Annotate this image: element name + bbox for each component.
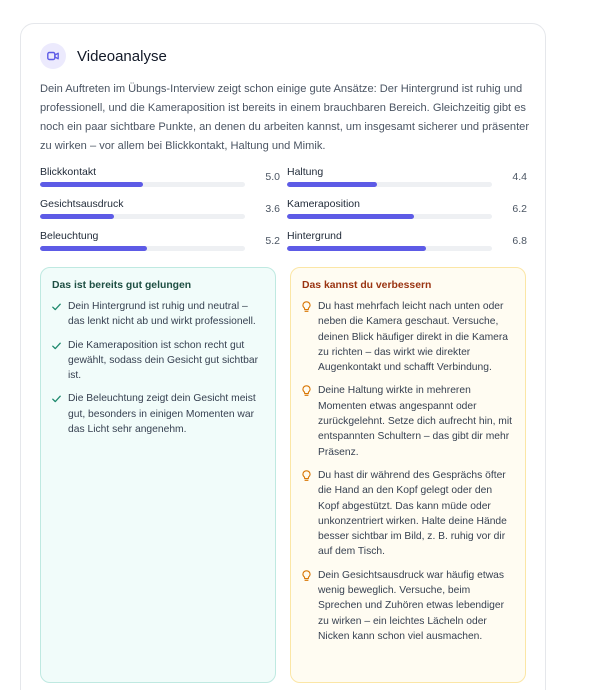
metric-bar-fill <box>40 182 143 187</box>
metric-label: Haltung <box>287 166 324 178</box>
list-item-text: Dein Hintergrund ist ruhig und neutral – das lenkt nicht ab und wirkt professionell. <box>68 301 256 328</box>
lightbulb-icon <box>302 468 318 560</box>
metric-bar-track <box>40 182 245 187</box>
list-item <box>302 299 514 375</box>
metric-bar-track <box>287 182 492 187</box>
strengths-title: Das ist bereits gut gelungen <box>52 280 192 291</box>
card-title: Videoanalyse <box>77 47 167 65</box>
list-item-text: Du hast dir während des Gesprächs öfter die Hand an den Kopf gelegt oder den Kopf abgestützt. Das kann müde oder unkonzentriert wirken. Halte deine Hände besser sichtbar im Bild, z. B. ruhig vor dir auf dem Tisch. <box>318 469 507 558</box>
metric-bar-fill <box>287 182 377 187</box>
metric-hintergrund <box>287 230 527 256</box>
metric-label: Hintergrund <box>287 230 342 242</box>
strengths-list <box>52 299 264 437</box>
metric-kameraposition <box>287 198 527 224</box>
metric-value: 6.2 <box>512 203 527 215</box>
metric-bar-fill <box>40 214 114 219</box>
metric-bar-track <box>287 214 492 219</box>
metric-bar-track <box>40 214 245 219</box>
metric-bar-track <box>40 246 245 251</box>
metric-label: Beleuchtung <box>40 230 99 242</box>
metric-value: 5.0 <box>265 171 280 183</box>
metric-bar-track <box>287 246 492 251</box>
list-item-text: Dein Gesichtsausdruck war häufig etwas wenig beweglich. Versuche, beim Sprechen und Zuhören etwas lebendiger zu wirken – ein leichtes Lächeln oder Nicken kann schon viel ausmachen. <box>318 569 505 642</box>
card-header <box>40 43 167 69</box>
list-item-text: Du hast mehrfach leicht nach unten oder neben die Kamera geschaut. Versuche, deinen Blick häufiger direkt in die Kamera zu richten – das wirkt wie direkter Augenkontakt und schafft Verbindung. <box>318 301 509 374</box>
list-item-text: Die Beleuchtung zeigt dein Gesicht meist gut, besonders in einigen Momenten war das Licht sehr angenehm. <box>68 393 256 436</box>
metric-label: Gesichtsausdruck <box>40 198 124 210</box>
metric-value: 5.2 <box>265 235 280 247</box>
metric-beleuchtung <box>40 230 280 256</box>
analysis-summary: Dein Auftreten im Übungs-Interview zeigt schon einige gute Ansätze: Der Hintergrund ist ruhig und professionell, und die Kameraposition ist bereits in einem brauchbaren Bereich. Gleichzeitig gibt es noch ein paar sichtbare Punkte, an denen du arbeiten kannst, um insgesamt sicherer und präsenter zu wirken – vor allem bei Blickkontakt, Haltung und Mimik. <box>40 83 530 152</box>
lightbulb-icon <box>302 568 318 644</box>
video-camera-icon <box>40 43 66 69</box>
list-item <box>52 299 264 330</box>
strengths-panel <box>40 267 276 683</box>
lightbulb-icon <box>302 383 318 459</box>
list-item <box>52 391 264 437</box>
video-analysis-card <box>20 23 546 690</box>
list-item <box>302 383 514 459</box>
metric-label: Blickkontakt <box>40 166 97 178</box>
metric-value: 6.8 <box>512 235 527 247</box>
metric-gesichtsausdruck <box>40 198 280 224</box>
metric-bar-fill <box>287 246 426 251</box>
metric-bar-fill <box>40 246 147 251</box>
lightbulb-icon <box>302 299 318 375</box>
metric-value: 4.4 <box>512 171 527 183</box>
improvements-list <box>302 299 514 644</box>
metric-blickkontakt <box>40 166 280 192</box>
list-item-text: Die Kameraposition ist schon recht gut gewählt, sodass dein Gesicht gut sichtbar ist. <box>68 339 259 382</box>
metric-bar-fill <box>287 214 414 219</box>
metric-label: Kameraposition <box>287 198 360 210</box>
check-icon <box>52 391 68 437</box>
list-item <box>52 338 264 384</box>
metric-value: 3.6 <box>265 203 280 215</box>
check-icon <box>52 338 68 384</box>
improvements-panel <box>290 267 526 683</box>
list-item-text: Deine Haltung wirkte in mehreren Momenten etwas angespannt oder zurückgelehnt. Setze dich aufrecht hin, mit entspannten Schultern – das gibt dir mehr Präsenz. <box>318 385 513 458</box>
list-item <box>302 568 514 644</box>
improvements-title: Das kannst du verbessern <box>302 280 432 291</box>
metric-haltung <box>287 166 527 192</box>
check-icon <box>52 299 68 330</box>
list-item <box>302 468 514 560</box>
